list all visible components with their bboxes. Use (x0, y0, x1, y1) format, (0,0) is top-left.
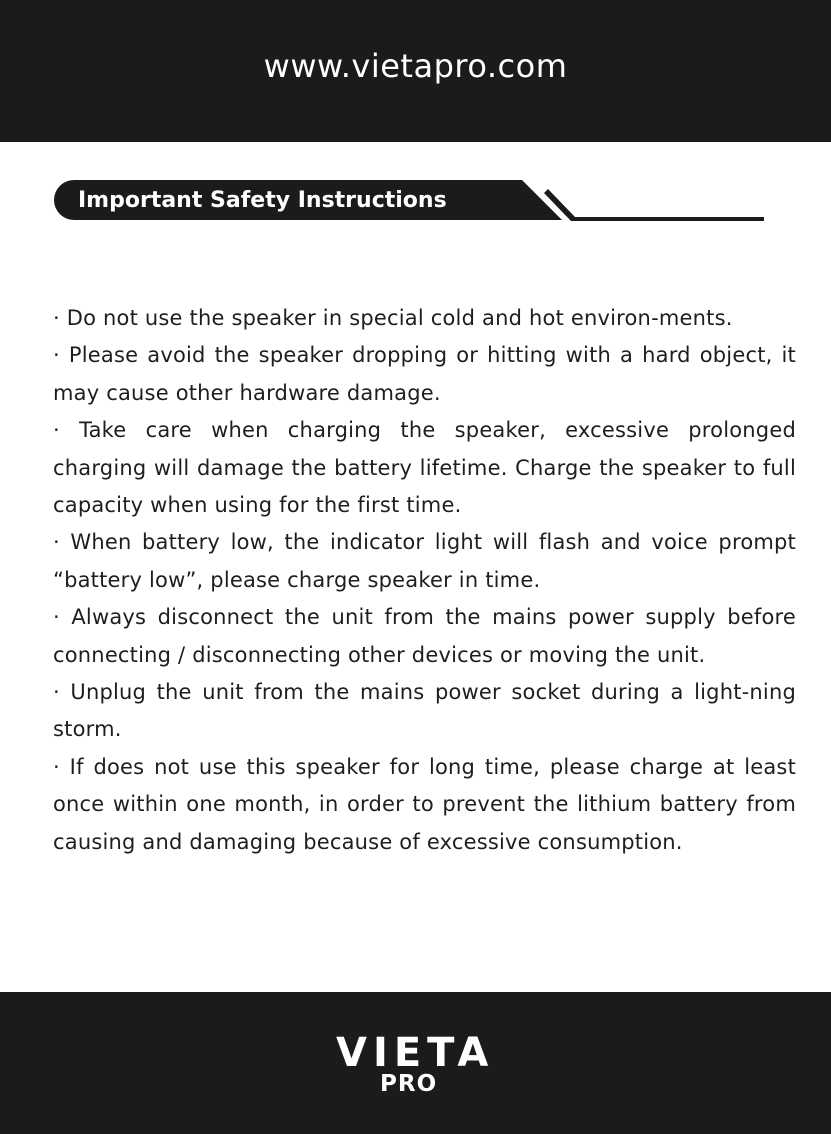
logo-subtitle: PRO (380, 1071, 438, 1097)
logo-wordmark: VIETA (336, 1030, 495, 1076)
website-url: www.vietapro.com (263, 47, 568, 85)
vieta-pro-logo (333, 1030, 503, 1104)
top-banner (0, 0, 831, 142)
section-title: Important Safety Instructions (78, 188, 447, 213)
instruction-item: · Take care when charging the speaker, excessive prolonged charging will damage the battery lifetime. Charge the speaker to full capacity when using for the first time. (53, 418, 796, 518)
instruction-item: · If does not use this speaker for long time, please charge at least once within one month, in order to prevent the lithium battery from causing and damaging because of excessive consumption. (53, 754, 796, 854)
section-header (52, 180, 772, 224)
instruction-item: · Unplug the unit from the mains power socket during a light-ning storm. (53, 680, 796, 742)
safety-instructions-list (53, 300, 796, 861)
instruction-item: · Always disconnect the unit from the mains power supply before connecting / disconnecting other devices or moving the unit. (53, 605, 796, 667)
instruction-item: · Do not use the speaker in special cold and hot environ-ments. (53, 306, 733, 330)
instruction-item: · When battery low, the indicator light will flash and voice prompt “battery low”, please charge speaker in time. (53, 530, 796, 592)
instruction-item: · Please avoid the speaker dropping or hitting with a hard object, it may cause other hardware damage. (53, 343, 796, 405)
